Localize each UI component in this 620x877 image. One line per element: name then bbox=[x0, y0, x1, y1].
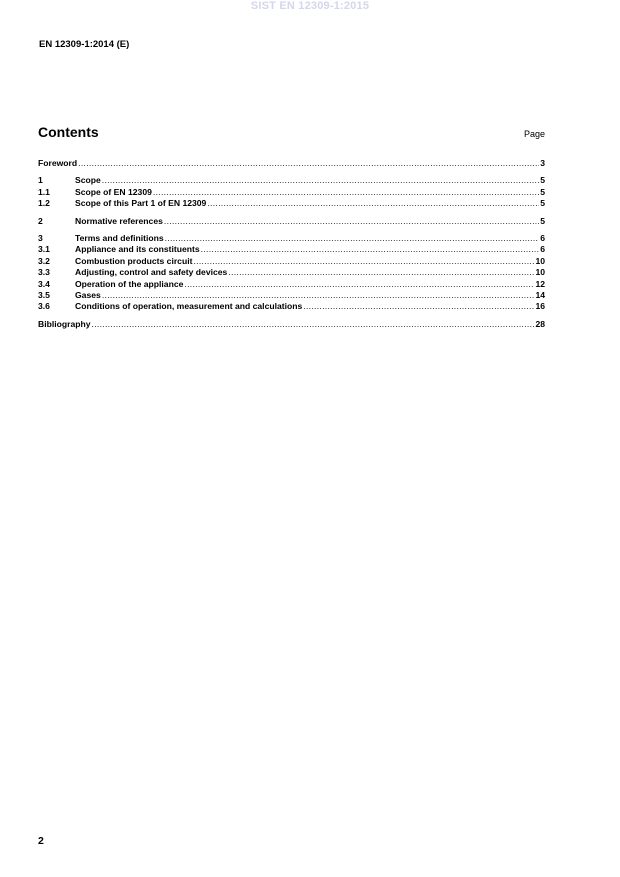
contents-heading: Contents bbox=[38, 124, 99, 140]
toc-entry-gases[interactable] bbox=[38, 290, 545, 301]
toc-leader-dots bbox=[92, 319, 535, 330]
toc-entry-foreword[interactable] bbox=[38, 158, 545, 169]
toc-entry-title: Terms and definitions bbox=[75, 232, 164, 243]
toc-entry-title: Operation of the appliance bbox=[75, 278, 184, 289]
toc-entry-number: 3.2 bbox=[38, 255, 50, 266]
toc-entry-scope-en12309[interactable] bbox=[38, 187, 545, 198]
toc-leader-dots bbox=[201, 244, 540, 255]
toc-entry-number: 3.4 bbox=[38, 278, 50, 289]
toc-entry-page: 28 bbox=[535, 318, 545, 329]
toc-entry-page: 10 bbox=[535, 267, 545, 278]
toc-leader-dots bbox=[303, 301, 534, 312]
toc-entry-page: 16 bbox=[535, 301, 545, 312]
toc-entry-adjusting-control-safety[interactable] bbox=[38, 267, 545, 278]
toc-entry-scope-part1[interactable] bbox=[38, 198, 545, 209]
toc-leader-dots bbox=[228, 267, 534, 278]
toc-entry-page: 3 bbox=[540, 158, 545, 168]
toc-entry-title: Adjusting, control and safety devices bbox=[75, 267, 228, 278]
toc-entry-number: 1.1 bbox=[38, 186, 50, 197]
toc-entry-bibliography[interactable] bbox=[38, 319, 545, 330]
toc-entry-page: 5 bbox=[540, 215, 545, 226]
watermark: SIST EN 12309-1:2015 bbox=[250, 0, 370, 12]
toc-entry-number: 3.5 bbox=[38, 289, 50, 300]
toc-entry-page: 5 bbox=[540, 175, 545, 186]
toc-entry-page: 12 bbox=[535, 278, 545, 289]
table-of-contents bbox=[38, 158, 545, 330]
toc-leader-dots bbox=[184, 279, 534, 290]
toc-entry-title: Scope of this Part 1 of EN 12309 bbox=[75, 198, 207, 209]
toc-leader-dots bbox=[102, 290, 535, 301]
toc-entry-page: 6 bbox=[540, 232, 545, 243]
toc-leader-dots bbox=[164, 216, 539, 227]
toc-entry-operation-appliance[interactable] bbox=[38, 279, 545, 290]
toc-leader-dots bbox=[207, 198, 539, 209]
toc-entry-number: 1 bbox=[38, 175, 43, 186]
toc-entry-number: 2 bbox=[38, 215, 43, 226]
page-number: 2 bbox=[38, 835, 44, 847]
toc-leader-dots bbox=[78, 158, 539, 169]
toc-entry-page: 5 bbox=[540, 198, 545, 209]
toc-entry-page: 5 bbox=[540, 186, 545, 197]
toc-entry-number: 3.3 bbox=[38, 267, 50, 278]
toc-entry-terms-definitions[interactable] bbox=[38, 233, 545, 244]
toc-leader-dots bbox=[193, 256, 534, 267]
toc-entry-title: Foreword bbox=[38, 158, 78, 168]
toc-entry-title: Scope of EN 12309 bbox=[75, 186, 152, 197]
toc-entry-title: Bibliography bbox=[38, 318, 91, 329]
toc-entry-scope[interactable] bbox=[38, 175, 545, 186]
toc-entry-number: 1.2 bbox=[38, 198, 50, 209]
toc-entry-number: 3.1 bbox=[38, 244, 50, 255]
toc-entry-title: Scope bbox=[75, 175, 101, 186]
toc-leader-dots bbox=[165, 233, 540, 244]
document-id-header: EN 12309-1:2014 (E) bbox=[39, 39, 130, 50]
toc-entry-title: Conditions of operation, measurement and calculations bbox=[75, 301, 303, 312]
toc-entry-normative-references[interactable] bbox=[38, 216, 545, 227]
toc-entry-combustion-products-circuit[interactable] bbox=[38, 256, 545, 267]
toc-entry-page: 10 bbox=[535, 255, 545, 266]
toc-entry-page: 14 bbox=[535, 289, 545, 300]
toc-entry-title: Gases bbox=[75, 289, 101, 300]
toc-entry-title: Combustion products circuit bbox=[75, 255, 193, 266]
toc-entry-number: 3.6 bbox=[38, 301, 50, 312]
toc-leader-dots bbox=[102, 175, 539, 186]
toc-entry-page: 6 bbox=[540, 244, 545, 255]
toc-entry-appliance-constituents[interactable] bbox=[38, 244, 545, 255]
toc-entry-conditions-operation[interactable] bbox=[38, 301, 545, 312]
toc-entry-title: Appliance and its constituents bbox=[75, 244, 200, 255]
toc-leader-dots bbox=[153, 187, 539, 198]
toc-entry-number: 3 bbox=[38, 232, 43, 243]
page-column-label: Page bbox=[523, 129, 545, 139]
toc-entry-title: Normative references bbox=[75, 215, 163, 226]
